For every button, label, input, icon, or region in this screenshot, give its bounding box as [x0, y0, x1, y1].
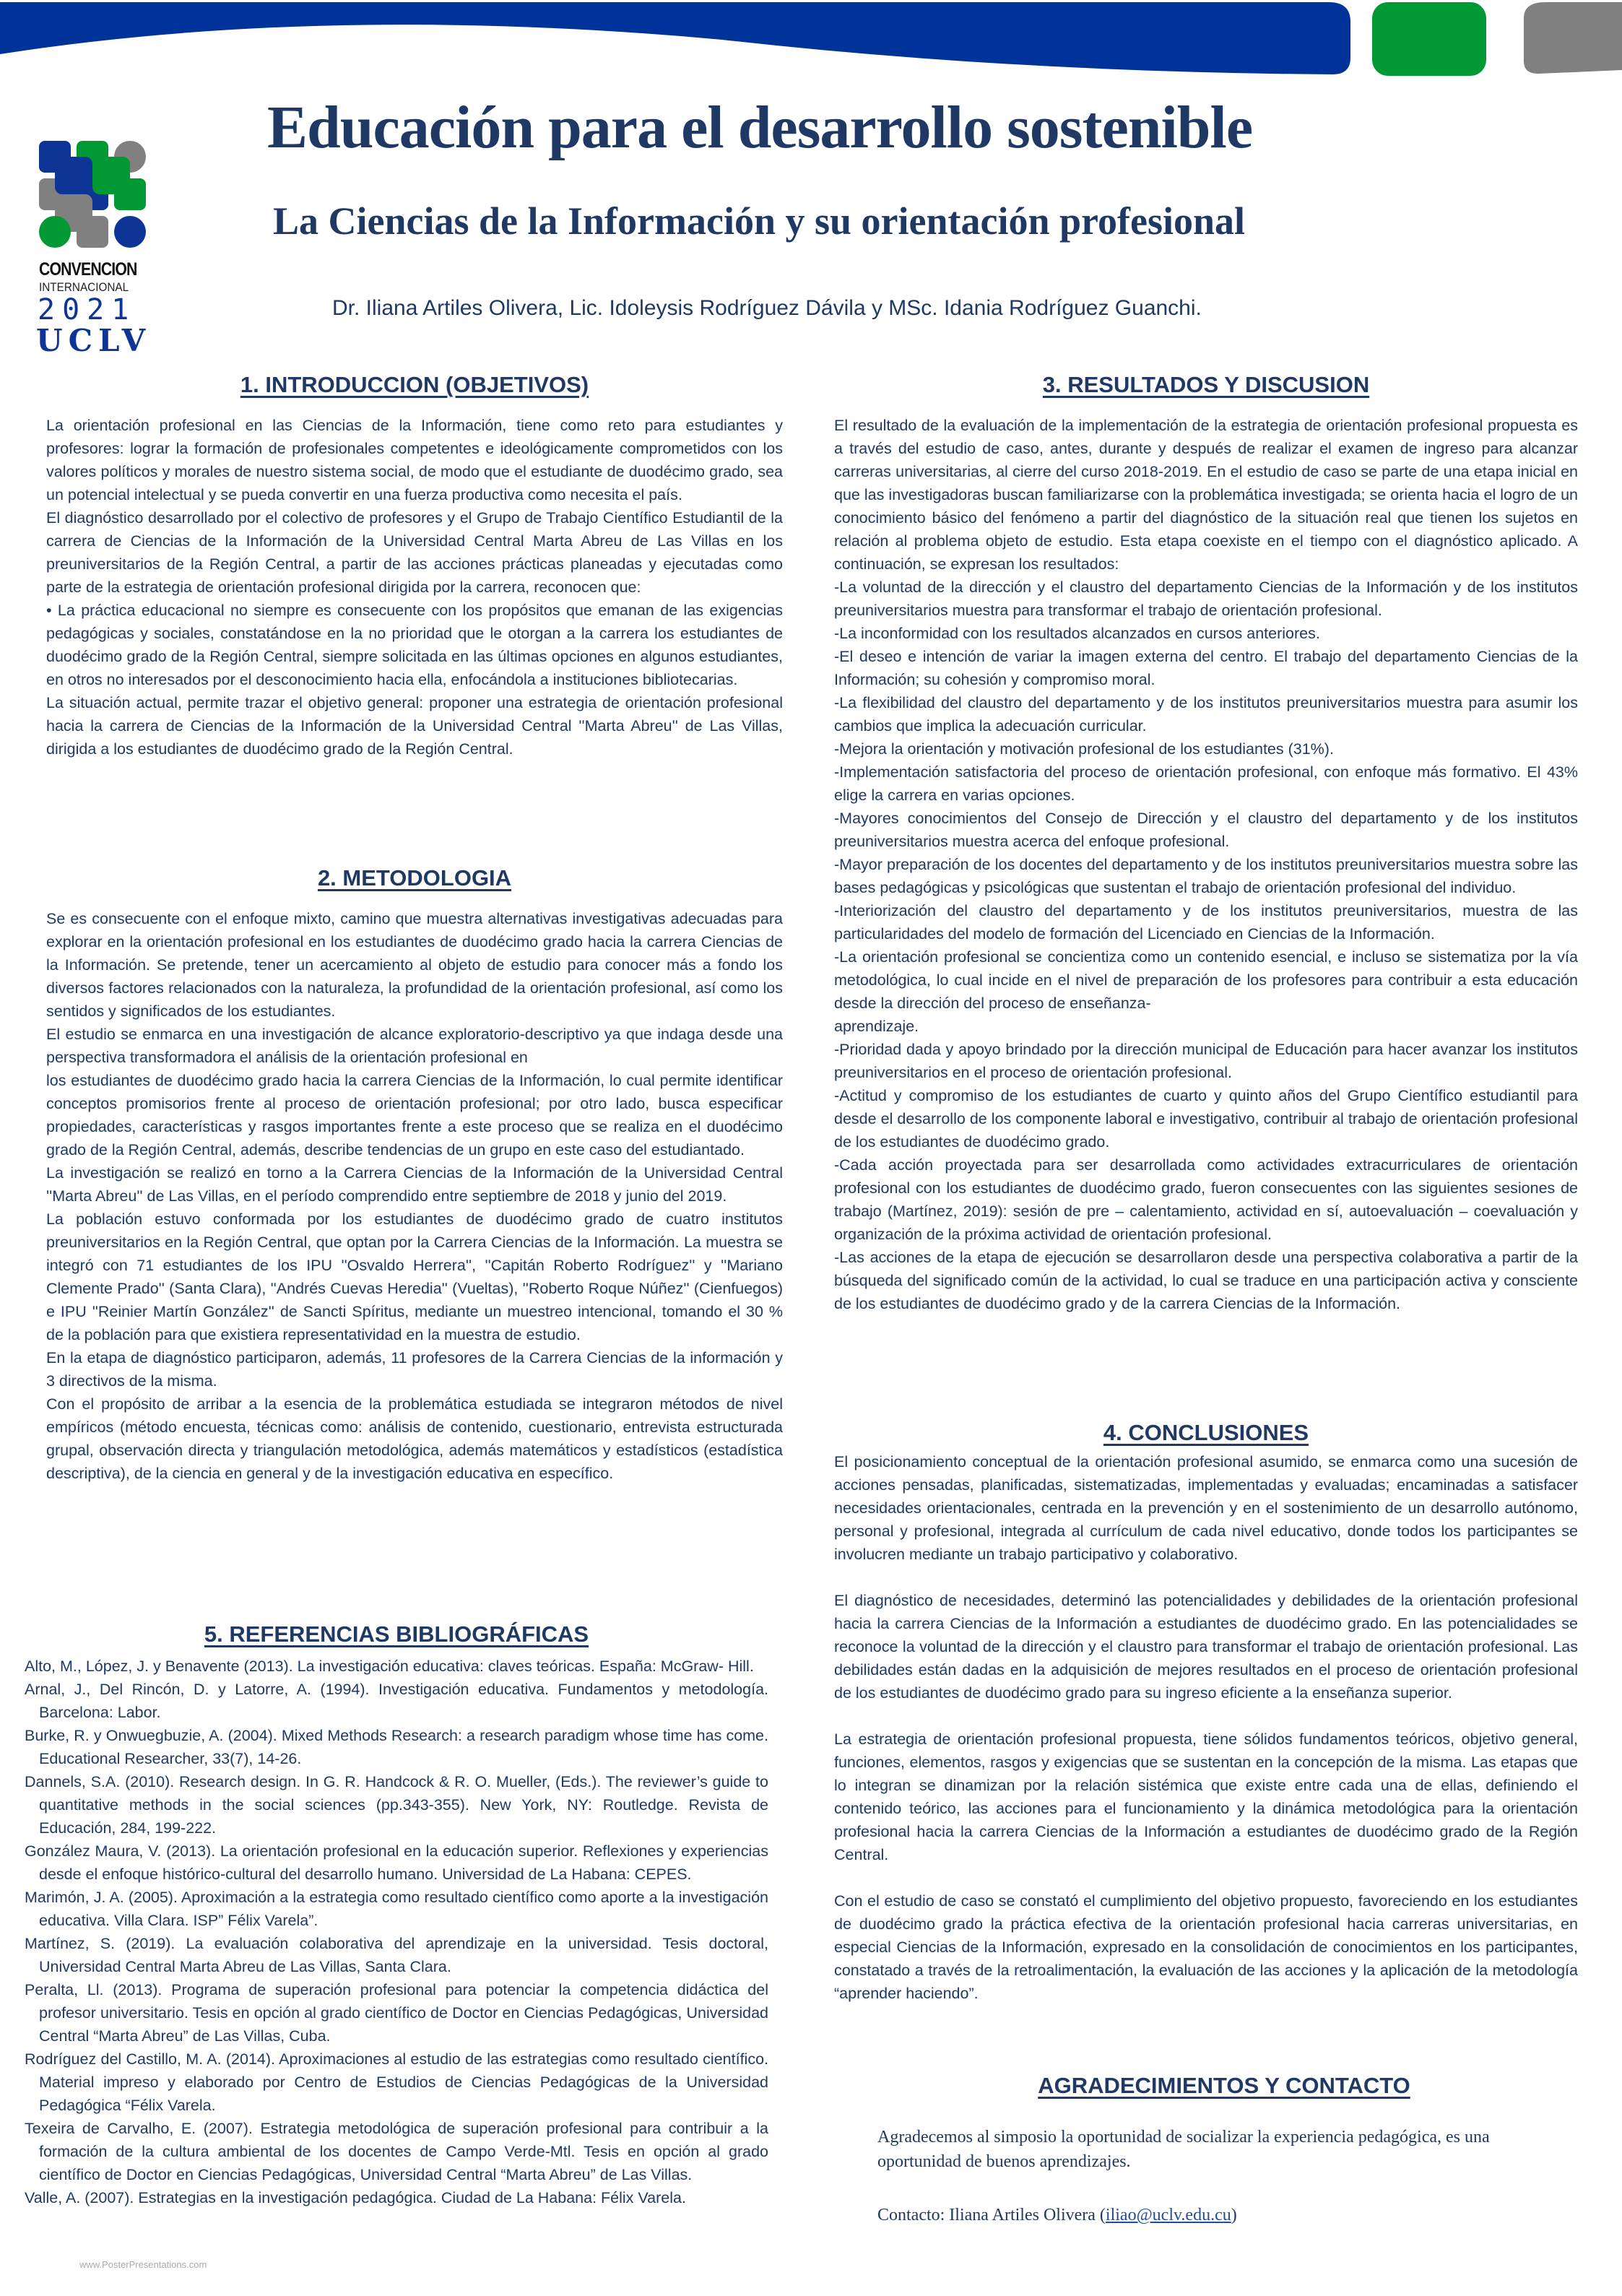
paragraph: La investigación se realizó en torno a la Carrera Ciencias de la Información de la Universidad Central ʹʹMarta Abreuʹʹ de Las Villas, en el período comprendido entre septiembre de 2018 y junio del 2019.	[46, 1164, 783, 1205]
paragraph: El diagnóstico desarrollado por el colectivo de profesores y el Grupo de Trabajo Científico Estudiantil de la carrera de Ciencias de la Información de la Universidad Central Marta Abreu de Las Villas en los preuniversitarios de la Región Central, a partir de las acciones prácticas planeadas y ejecutadas como parte de la estrategia de orientación profesional dirigida por la carrera, reconocen que:	[46, 509, 783, 596]
reference-item: Texeira de Carvalho, E. (2007). Estrategia metodológica de superación profesional para contribuir a la formación de la cultura ambiental de los docentes de Campo Verde-Mtl. Tesis en opción al grado científico de Doctor en Ciencias Pedagógicas, Universidad Central “Marta Abreu” de Las Villas.	[25, 2120, 768, 2183]
result-item: -La voluntad de la dirección y el claustro del departamento Ciencias de la Información y de los institutos preuniversitarios muestra para transformar el trabajo de orientación profesional.	[834, 579, 1578, 619]
reference-item: González Maura, V. (2013). La orientación profesional en la educación superior. Reflexiones y experiencias desde el enfoque histórico-cultural del desarrollo humano. Universidad de La Habana: CEPES.	[25, 1842, 768, 1883]
introduction-heading: 1. INTRODUCCION (OBJETIVOS)	[240, 372, 589, 397]
paragraph: El estudio se enmarca en una investigación de alcance exploratorio-descriptivo ya que indaga desde una perspectiva transformadora el análisis de la orientación profesional en	[46, 1026, 783, 1066]
conclusions-heading: 4. CONCLUSIONES	[1103, 1420, 1309, 1445]
result-item: -La flexibilidad del claustro del departamento y de los institutos preuniversitarios muestra para asumir los cambios que implica la adecuación curricular.	[834, 694, 1578, 735]
result-item: -Las acciones de la etapa de ejecución se desarrollaron desde una perspectiva colaborativa a partir de la búsqueda del significado común de la actividad, lo cual se traduce en una participación activa y consciente de los estudiantes de duodécimo grado y de la carrera Ciencias de la Información.	[834, 1249, 1578, 1312]
paragraph: El diagnóstico de necesidades, determinó las potencialidades y debilidades de la orientación profesional hacia la carrera Ciencias de la Información a estudiantes de duodécimo grado. En las potencialidades se reconoce la voluntad de la dirección y el claustro para transformar el trabajo de orientación profesional. Las debilidades están dadas en la adquisición de mejores resultados en el proceso de orientación profesional de los estudiantes de duodécimo grado para su ingreso eficiente a la enseñanza superior.	[834, 1592, 1578, 1702]
section-results	[834, 372, 1578, 1315]
result-item: -La inconformidad con los resultados alcanzados en cursos anteriores.	[834, 625, 1320, 642]
paragraph: El resultado de la evaluación de la implementación de la estrategia de orientación profesional propuesta es a través del estudio de caso, antes, durante y después de realizar el examen de ingreso para alcanzar carreras universitarias, al cierre del curso 2018-2019. En el estudio de caso se parte de una etapa inicial en que las investigadoras buscan familiarizarse con la problemática investigada; se orienta hacia el logro de un conocimiento básico del fenómeno a partir del diagnóstico de la situación real que tienen los sujetos en relación al problema objeto de estudio. Esta etapa coexiste en el tiempo con el diagnóstico aplicado. A continuación, se expresan los resultados:	[834, 417, 1578, 573]
result-item: -Interiorización del claustro del departamento y de los institutos preuniversitarios, muestra de las particularidades del modelo de formación del Licenciado en Ciencias de la Información.	[834, 902, 1578, 943]
banner-gray-block	[1524, 2, 1622, 74]
paragraph: los estudiantes de duodécimo grado hacia la carrera Ciencias de la Información, lo cual permite identificar conceptos promisorios frente al proceso de orientación profesional; por otro lado, busca especificar propiedades, características y rasgos importantes frente a este proceso que se realiza en el duodécimo grado de la Región Central, además, describe tendencias de un grupo en este caso del estudiantado.	[46, 1072, 783, 1158]
result-item: aprendizaje.	[834, 1018, 919, 1035]
paragraph: La población estuvo conformada por los estudiantes de duodécimo grado de cuatro institutos preuniversitarios en la Región Central, que optan por la Carrera Ciencias de la Información. La muestra se integró con 71 estudiantes de los IPU ʹʹOsvaldo Herreraʹʹ, ʹʹCapitán Roberto Rodríguezʹʹ y ʹʹMariano Clemente Pradoʹʹ (Santa Clara), ʹʹAndrés Cuevas Herediaʹʹ (Vueltas), ʹʹRoberto Roque Núñezʹʹ (Cienfuegos) e IPU ʹʹReinier Martín Gonzálezʹʹ de Sancti Spíritus, mediante un muestreo intencional, tomando el 30 % de la población para que existiera representatividad en la muestra de estudio.	[46, 1210, 783, 1343]
result-item: -El deseo e intención de variar la imagen externa del centro. El trabajo del departamento Ciencias de la Información; su cohesión y compromiso moral.	[834, 648, 1578, 688]
paragraph: En la etapa de diagnóstico participaron, además, 11 profesores de la Carrera Ciencias de la información y 3 directivos de la misma.	[46, 1349, 783, 1390]
poster-authors: Dr. Iliana Artiles Olivera, Lic. Idoleysis Rodríguez Dávila y MSc. Idania Rodríguez Guanchi.	[332, 296, 1202, 320]
results-heading: 3. RESULTADOS Y DISCUSION	[1042, 372, 1370, 397]
reference-item: Peralta, Ll. (2013). Programa de superación profesional para potenciar la competencia didáctica del profesor universitario. Tesis en opción al grado científico de Doctor en Ciencias Pedagógicas, Universidad Central “Marta Abreu” de Las Villas, Cuba.	[25, 1981, 768, 2045]
convention-logo-mark	[39, 141, 147, 256]
logo-line1: CONVENCION	[39, 259, 137, 280]
paragraph: Con el estudio de caso se constató el cumplimiento del objetivo propuesto, favoreciendo en los estudiantes de duodécimo grado la práctica efectiva de la orientación profesional hacia carreras universitarias, en especial Ciencias de la Información, expresado en la consolidación de conocimientos en los participantes, constatado a través de la retroalimentación, la evaluación de las acciones y la aplicación de la metodología “aprender haciendo”.	[834, 1892, 1578, 2002]
methodology-body	[46, 907, 783, 1485]
references-list	[25, 1655, 768, 2209]
acknowledgements-heading: AGRADECIMIENTOS Y CONTACTO	[1038, 2073, 1410, 2098]
poster-title: Educación para el desarrollo sostenible	[267, 94, 1253, 161]
logo-university: UCLV	[36, 323, 152, 358]
contact-line	[877, 2203, 1578, 2227]
banner-blue-wave	[0, 2, 1350, 74]
result-item: -La orientación profesional se concientiza como un contenido esencial, e incluso se sistematiza por la vía metodológica, lo cual incide en el nivel de preparación de los profesores para contribuir a esta educación desde la dirección del proceso de enseñanza-	[834, 948, 1578, 1012]
paragraph: Se es consecuente con el enfoque mixto, camino que muestra alternativas investigativas adecuadas para explorar en la orientación profesional en los estudiantes de duodécimo grado hacia la carrera Ciencias de la Información. Se pretende, tener un acercamiento al objeto de estudio para conocer más a fondo los diversos factores relacionados con la naturaleza, la profundidad de la orientación profesional, así como los sentidos y significados de los estudiantes.	[46, 910, 783, 1020]
banner-green-block	[1372, 2, 1486, 76]
result-item: -Cada acción proyectada para ser desarrollada como actividades extracurriculares de orientación profesional con los estudiantes de duodécimo grado, fueron consecuentes con las siguientes sesiones de trabajo (Martínez, 2019): sesión de pre – calentamiento, actividad en sí, autoevaluación – coevaluación y organización de la próxima actividad de orientación profesional.	[834, 1156, 1578, 1243]
paragraph: Con el propósito de arribar a la esencia de la problemática estudiada se integraron métodos de nivel empíricos (método encuesta, técnicas como: análisis de contenido, cuestionario, entrevista estructurada grupal, observación directa y triangulación metodológica, además matemáticos y estadísticos (estadística descriptiva), de la ciencia en general y de la investigación educativa en específico.	[46, 1395, 783, 1482]
paragraph: La estrategia de orientación profesional propuesta, tiene sólidos fundamentos teóricos, objetivo general, funciones, elementos, rasgos y exigencias que se sustentan en la concepción de la misma. Las etapas que lo integran se dinamizan por la relación sistémica que existe entre cada una de ellas, definiendo el contenido teórico, las acciones para el funcionamiento y la dinámica metodológica para la orientación profesional hacia la carrera Ciencias de la Información a estudiantes de duodécimo grado de la Región Central.	[834, 1730, 1578, 1863]
introduction-body	[46, 414, 783, 761]
section-methodology	[46, 865, 783, 1485]
results-body	[834, 414, 1578, 1315]
logo-line2: INTERNACIONAL	[39, 280, 129, 294]
contact-suffix: )	[1231, 2206, 1237, 2224]
section-acknowledgements	[834, 2073, 1578, 2227]
section-references	[25, 1621, 768, 2209]
reference-item: Dannels, S.A. (2010). Research design. In G. R. Handcock & R. O. Mueller, (Eds.). The reviewer’s guide to quantitative methods in the social sciences (pp.343-355). New York, NY: Routledge. Revista de Educación, 284, 199-222.	[25, 1773, 768, 1837]
result-item: -Prioridad dada y apoyo brindado por la dirección municipal de Educación para hacer avanzar los institutos preuniversitarios en el proceso de orientación profesional.	[834, 1041, 1578, 1081]
paragraph: El posicionamiento conceptual de la orientación profesional asumido, se enmarca como una sucesión de acciones pensadas, planificadas, sistematizadas, implementadas y evaluadas; encaminadas a satisfacer necesidades orientacionales, centrada en la prevención y en el sostenimiento de un desarrollo autónomo, personal y profesional, integrada al currículum de cada nivel educativo, donde todos los participantes se involucren mediante un trabajo participativo y colaborativo.	[834, 1453, 1578, 1563]
result-item: -Mayores conocimientos del Consejo de Dirección y el claustro del departamento y de los institutos preuniversitarios muestra acerca del enfoque profesional.	[834, 810, 1578, 850]
acknowledgements-text: Agradecemos al simposio la oportunidad de socializar la experiencia pedagógica, es una oportunidad de buenos aprendizajes.	[877, 2128, 1490, 2171]
conclusions-body	[834, 1450, 1578, 2005]
section-conclusions	[834, 1420, 1578, 2005]
reference-item: Valle, A. (2007). Estrategias en la investigación pedagógica. Ciudad de La Habana: Félix Varela.	[25, 2189, 686, 2206]
contact-email-link[interactable]: iliao@uclv.edu.cu	[1105, 2206, 1231, 2224]
convention-logo	[29, 141, 173, 357]
section-introduction	[46, 372, 783, 761]
reference-item: Burke, R. y Onwuegbuzie, A. (2004). Mixed Methods Research: a research paradigm whose time has come. Educational Researcher, 33(7), 14-26.	[25, 1727, 768, 1767]
reference-item: Arnal, J., Del Rincón, D. y Latorre, A. (1994). Investigación educativa. Fundamentos y metodología. Barcelona: Labor.	[25, 1681, 768, 1721]
reference-item: Alto, M., López, J. y Benavente (2013). La investigación educativa: claves teóricas. España: McGraw- Hill.	[25, 1658, 754, 1675]
reference-item: Martínez, S. (2019). La evaluación colaborativa del aprendizaje en la universidad. Tesis doctoral, Universidad Central Marta Abreu de Las Villas, Santa Clara.	[25, 1935, 768, 1975]
logo-year: 2021	[38, 293, 136, 326]
methodology-heading: 2. METODOLOGIA	[317, 865, 512, 891]
contact-prefix: Contacto: Iliana Artiles Olivera (	[877, 2206, 1106, 2224]
paragraph: La situación actual, permite trazar el objetivo general: proponer una estrategia de orientación profesional hacia la carrera de Ciencias de la Información de la Universidad Central ʹʹMarta Abreuʹʹ de Las Villas, dirigida a los estudiantes de duodécimo grado de la Región Central.	[46, 694, 783, 758]
bullet-paragraph: • La práctica educacional no siempre es consecuente con los propósitos que emanan de las exigencias pedagógicas y sociales, constatándose en la no prioridad que le otorgan a la carrera los estudiantes de duodécimo grado de la Región Central, siempre solicitada en las últimas opciones en algunos estudiantes, en otros no interesados por el desconocimiento hacia ella, enfocándola a instituciones bibliotecarias.	[46, 602, 783, 688]
reference-item: Marimón, J. A. (2005). Aproximación a la estrategia como resultado científico como aporte a la investigación educativa. Villa Clara. ISP” Félix Varela”.	[25, 1889, 768, 1929]
poster-subtitle: La Ciencias de la Información y su orientación profesional	[273, 199, 1246, 243]
result-item: -Mejora la orientación y motivación profesional de los estudiantes (31%).	[834, 740, 1334, 758]
watermark: www.PosterPresentations.com	[79, 2259, 207, 2270]
references-heading: 5. REFERENCIAS BIBLIOGRÁFICAS	[204, 1621, 589, 1647]
result-item: -Mayor preparación de los docentes del departamento y de los institutos preuniversitarios muestra sobre las bases pedagógicas y psicológicas que sustentan el trabajo de orientación profesional del individuo.	[834, 856, 1578, 896]
result-item: -Implementación satisfactoria del proceso de orientación profesional, con enfoque más formativo. El 43% elige la carrera en varias opciones.	[834, 763, 1578, 804]
paragraph: La orientación profesional en las Ciencias de la Información, tiene como reto para estudiantes y profesores: lograr la formación de profesionales competentes e ideológicamente comprometidos con los valores políticos y morales de nuestro sistema social, de modo que el estudiante de duodécimo grado, sea un potencial intelectual y se pueda convertir en una fuerza productiva como necesita el país.	[46, 417, 783, 503]
header-banner	[0, 0, 1622, 94]
result-item: -Actitud y compromiso de los estudiantes de cuarto y quinto años del Grupo Científico estudiantil para desde el desarrollo de los componente laboral e investigativo, contribuir al trabajo de orientación profesional de los estudiantes de duodécimo grado.	[834, 1087, 1578, 1151]
reference-item: Rodríguez del Castillo, M. A. (2014). Aproximaciones al estudio de las estrategias como resultado científico. Material impreso y elaborado por Centro de Estudios de Ciencias Pedagógicas de la Universidad Pedagógica “Félix Varela.	[25, 2050, 768, 2114]
